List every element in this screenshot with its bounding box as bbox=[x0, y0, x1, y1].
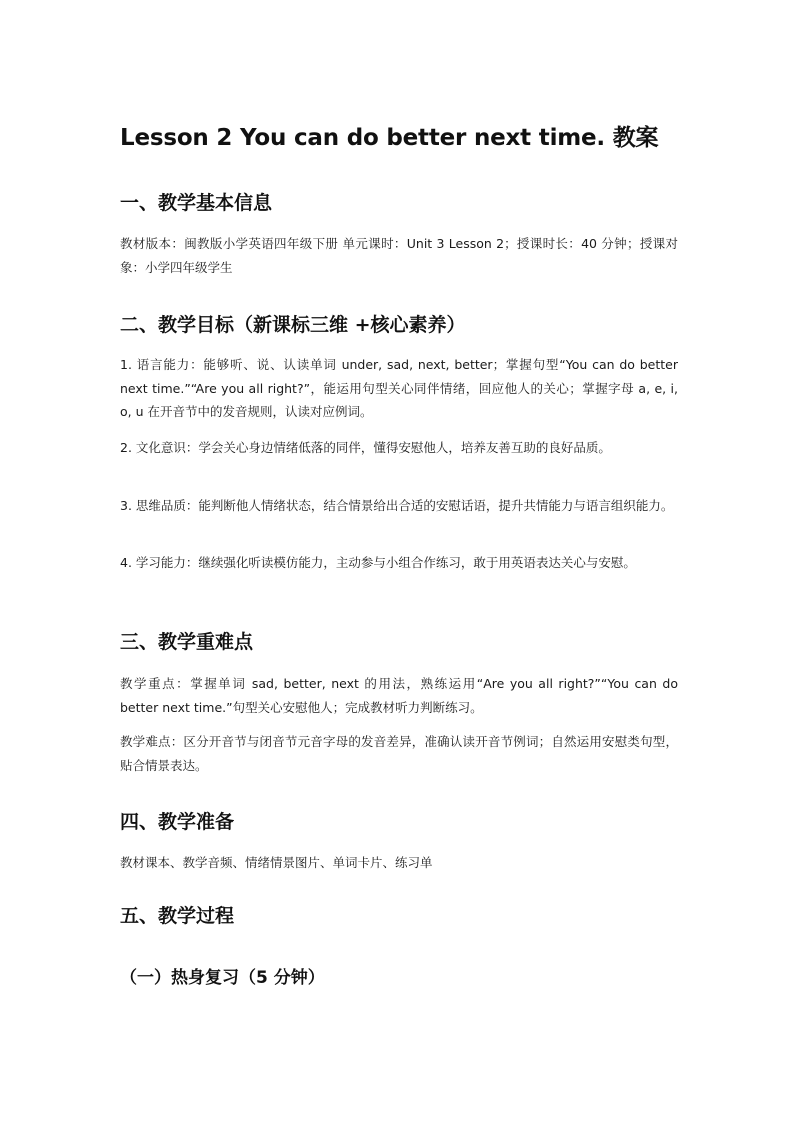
objective-item-1: 1. 语言能力：能够听、说、认读单词 under, sad, next, better；掌握句型“You can do better next time.”“Are you all right?”，能运用句型关心同伴情绪，回应他人的关心；掌握字母 a, e, i, o, u 在开音节中的发音规则，认读对应例词。 bbox=[120, 357, 678, 419]
preparation-text: 教材课本、教学音频、情绪情景图片、单词卡片、练习单 bbox=[120, 855, 433, 870]
process-sub-heading-warmup: （一）热身复习（5 分钟） bbox=[120, 968, 325, 988]
section-heading-key-points: 三、教学重难点 bbox=[120, 631, 254, 653]
section-heading-basic-info: 一、教学基本信息 bbox=[120, 192, 273, 214]
section-heading-preparation: 四、教学准备 bbox=[120, 811, 235, 833]
document-title: Lesson 2 You can do better next time. 教案 bbox=[120, 125, 659, 151]
objective-item-4: 4. 学习能力：继续强化听读模仿能力，主动参与小组合作练习，敢于用英语表达关心与安慰。 bbox=[120, 555, 636, 570]
basic-info-text: 教材版本：闽教版小学英语四年级下册 单元课时：Unit 3 Lesson 2；授课时长：40 分钟；授课对象：小学四年级学生 bbox=[120, 236, 678, 275]
key-points-focus: 教学重点：掌握单词 sad, better, next 的用法，熟练运用“Are you all right?”“You can do better next time.”句型关心安慰他人；完成教材听力判断练习。 bbox=[120, 676, 678, 715]
key-points-difficulty: 教学难点：区分开音节与闭音节元音字母的发音差异，准确认读开音节例词；自然运用安慰类句型，贴合情景表达。 bbox=[120, 734, 678, 773]
objective-item-2: 2. 文化意识：学会关心身边情绪低落的同伴，懂得安慰他人，培养友善互助的良好品质。 bbox=[120, 440, 611, 455]
section-heading-objectives: 二、教学目标（新课标三维 +核心素养） bbox=[120, 314, 466, 336]
objective-item-3: 3. 思维品质：能判断他人情绪状态，结合情景给出合适的安慰话语，提升共情能力与语言组织能力。 bbox=[120, 498, 674, 513]
section-heading-process: 五、教学过程 bbox=[120, 905, 235, 927]
